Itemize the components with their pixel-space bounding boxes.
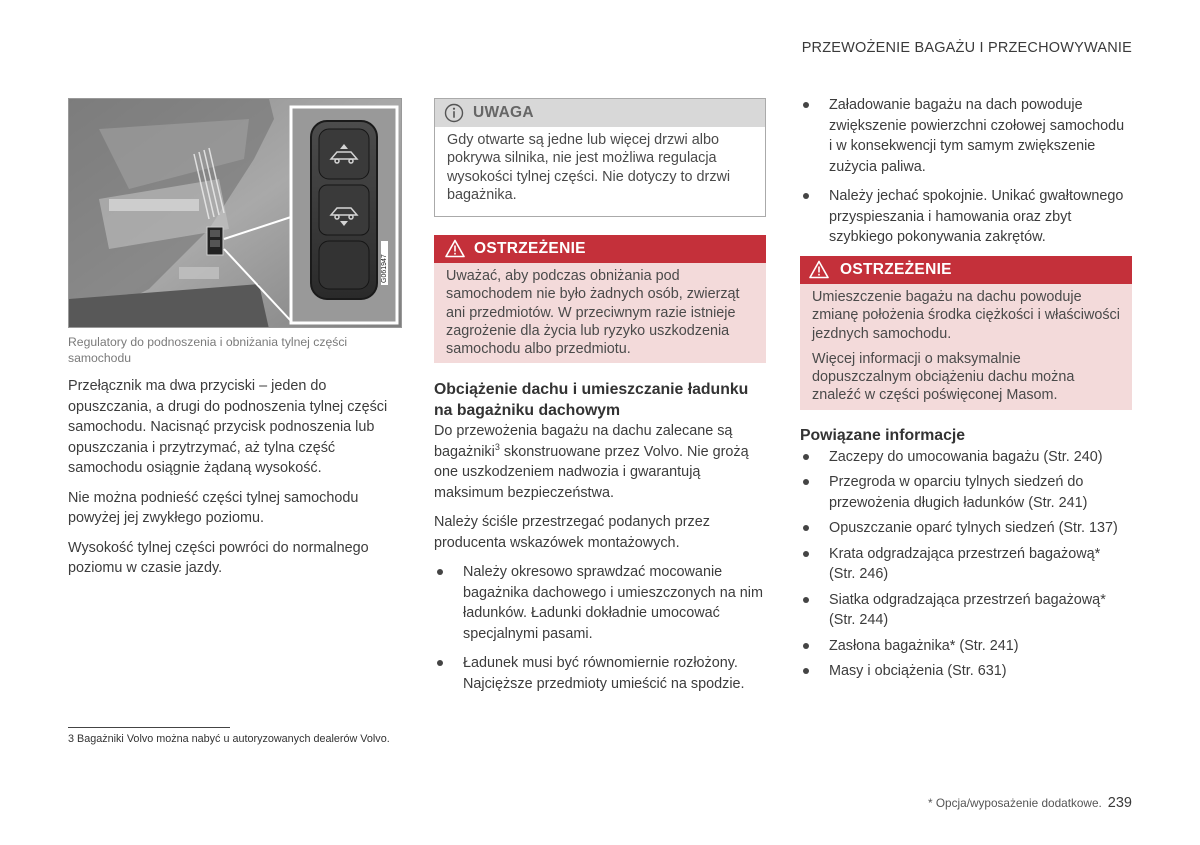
related-link[interactable]: Masy i obciążenia (Str. 631): [800, 661, 1130, 682]
list-item: Ładunek musi być równomiernie rozłożony. Najcięższe przedmioty umieścić na spodzie.: [434, 653, 764, 694]
paragraph: Należy ściśle przestrzegać podanych przez producenta wskazówek montażowych.: [434, 514, 710, 551]
footnote-divider: [68, 727, 230, 728]
bullet-list: [800, 95, 1130, 248]
paragraph: Wysokość tylnej części powróci do normalnego poziomu w czasie jazdy.: [68, 539, 369, 576]
page-footer: [928, 795, 1132, 811]
running-header: PRZEWOŻENIE BAGAŻU I PRZECHOWYWANIE: [801, 40, 1132, 56]
list-item: Załadowanie bagażu na dach powoduje zwiększenie powierzchni czołowej samochodu i w konsekwencji tym samym zwiększenie zużycia paliwa.: [800, 95, 1130, 177]
warning-text: Umieszczenie bagażu na dachu powoduje zmianę położenia środka ciężkości i właściwości jezdnych samochodu.: [812, 289, 1120, 342]
related-link[interactable]: Siatka odgradzająca przestrzeń bagażową* (Str. 244): [800, 590, 1130, 631]
related-link[interactable]: Przegroda w oparciu tylnych siedzeń do przewożenia długich ładunków (Str. 241): [800, 472, 1130, 513]
warning-box: [434, 235, 766, 363]
warning-box: [800, 256, 1132, 410]
warning-header: [800, 256, 1132, 284]
footnote-ref: 3: [494, 441, 500, 452]
figure-code: G061947: [381, 241, 388, 285]
warning-triangle-icon: [809, 260, 829, 279]
paragraph: Przełącznik ma dwa przyciski – jeden do opuszczania, a drugi do podnoszenia tylnej części samochodu. Nacisnąć przycisk podnoszenia lub opuszczania i przytrzymać, aż tylna część samochodu osiągnie żądaną wysokość.: [68, 378, 388, 476]
warning-header: [434, 235, 766, 263]
notice-title: UWAGA: [473, 104, 534, 121]
related-link[interactable]: Opuszczanie oparć tylnych siedzeń (Str. 137): [800, 518, 1130, 539]
page-number: 239: [1107, 795, 1132, 811]
related-heading: Powiązane informacje: [800, 427, 966, 444]
bullet-list: [434, 562, 764, 694]
related-link[interactable]: Zaczepy do umocowania bagażu (Str. 240): [800, 447, 1130, 468]
list-item: Należy jechać spokojnie. Unikać gwałtownego przyspieszania i hamowania oraz zbyt szybkiego pokonywania zakrętów.: [800, 186, 1130, 248]
warning-title: OSTRZEŻENIE: [474, 240, 586, 257]
related-link[interactable]: Zasłona bagażnika* (Str. 241): [800, 636, 1130, 657]
paragraph: Do przewożenia bagażu na dachu zalecane są bagażniki$^3$ skonstruowane przez Volvo. Nie grożą one uszkodzeniem nadwozia i gwarantują maksimum bezpieczeństwa.: [434, 423, 749, 501]
warning-title: OSTRZEŻENIE: [840, 261, 952, 278]
warning-text: Więcej informacji o maksymalnie dopuszczalnym obciążeniu dachu można znaleźć w części poświęconej Masom.: [812, 350, 1075, 404]
notice-header: [435, 99, 765, 127]
figure-caption: Regulatory do podnoszenia i obniżania tylnej części samochodu: [68, 335, 348, 365]
figure-photo: [68, 98, 402, 328]
warning-text: Uważać, aby podczas obniżania pod samochodem nie było żadnych osób, zwierząt ani przedmiotów. W przeciwnym razie istnieje zagrożenie dla życia lub ryzyko uszkodzenia samochodu albo przedmiotu.: [446, 268, 740, 358]
section-heading: Obciążenie dachu i umieszczanie ładunku na bagażniku dachowym: [434, 381, 749, 419]
notice-text: Gdy otwarte są jedne lub więcej drzwi albo pokrywa silnika, nie jest możliwa regulacja wysokości tylnej części. Nie dotyczy to drzwi bagażnika.: [447, 132, 731, 203]
related-links: [800, 447, 1130, 682]
related-link[interactable]: Krata odgradzająca przestrzeń bagażową* (Str. 246): [800, 544, 1130, 585]
list-item: Należy okresowo sprawdzać mocowanie bagażnika dachowego i umieszczonych na nim ładunków. Ładunki dokładnie umocować specjalnymi pasami.: [434, 562, 764, 644]
warning-triangle-icon: [445, 239, 465, 258]
trunk-switch-illustration: [69, 99, 402, 328]
notice-box: [434, 98, 766, 217]
paragraph: Nie można podnieść części tylnej samochodu powyżej jej zwykłego poziomu.: [68, 489, 359, 526]
footnote: 3 Bagażniki Volvo można nabyć u autoryzowanych dealerów Volvo.: [68, 733, 390, 745]
option-note: * Opcja/wyposażenie dodatkowe.: [928, 796, 1102, 810]
info-icon: [444, 103, 464, 123]
